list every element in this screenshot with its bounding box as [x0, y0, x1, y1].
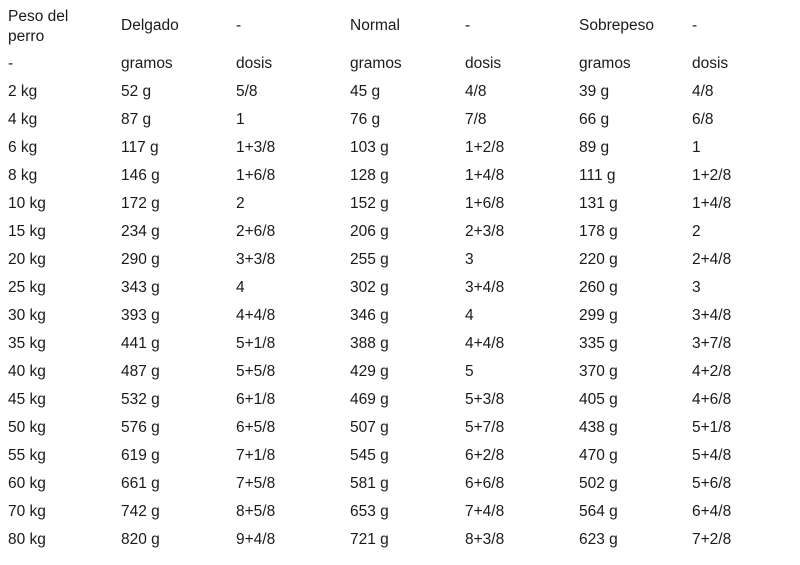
cell-weight: 70 kg	[8, 503, 46, 520]
cell-delgado-dose: 6+5/8	[236, 419, 276, 436]
subheader-cell: dosis	[465, 55, 502, 72]
table-row	[0, 442, 800, 470]
cell-normal-grams: 581 g	[350, 475, 389, 492]
cell-weight: 45 kg	[8, 391, 46, 408]
subheader-cell: -	[8, 55, 14, 72]
cell-sobrepeso-dose: 3+7/8	[692, 335, 732, 352]
cell-normal-dose: 5+3/8	[465, 391, 505, 408]
cell-normal-grams: 721 g	[350, 531, 389, 548]
cell-sobrepeso-grams: 66 g	[579, 111, 610, 128]
cell-sobrepeso-dose: 2+4/8	[692, 251, 732, 268]
cell-weight: 20 kg	[8, 251, 46, 268]
cell-weight: 35 kg	[8, 335, 46, 352]
cell-delgado-dose: 4	[236, 279, 245, 296]
cell-sobrepeso-dose: 1	[692, 139, 701, 156]
cell-normal-dose: 1+2/8	[465, 139, 505, 156]
cell-normal-grams: 388 g	[350, 335, 389, 352]
table-row	[0, 414, 800, 442]
cell-normal-dose: 8+3/8	[465, 531, 505, 548]
table-row	[0, 498, 800, 526]
cell-delgado-grams: 441 g	[121, 335, 160, 352]
cell-delgado-grams: 117 g	[121, 139, 159, 156]
cell-sobrepeso-grams: 220 g	[579, 251, 618, 268]
cell-sobrepeso-dose: 5+1/8	[692, 419, 732, 436]
header-dog-weight: Peso del perro	[8, 8, 69, 45]
subheader-cell: dosis	[236, 55, 273, 72]
cell-sobrepeso-grams: 178 g	[579, 223, 618, 240]
cell-delgado-dose: 2	[236, 195, 245, 212]
cell-sobrepeso-grams: 405 g	[579, 391, 618, 408]
cell-sobrepeso-dose: 4+2/8	[692, 363, 732, 380]
cell-normal-dose: 6+6/8	[465, 475, 505, 492]
cell-delgado-dose: 8+5/8	[236, 503, 276, 520]
table-row	[0, 218, 800, 246]
cell-delgado-dose: 5+1/8	[236, 335, 276, 352]
cell-normal-grams: 103 g	[350, 139, 389, 156]
table-row	[0, 302, 800, 330]
cell-sobrepeso-dose: 5+4/8	[692, 447, 732, 464]
cell-weight: 60 kg	[8, 475, 46, 492]
cell-weight: 10 kg	[8, 195, 46, 212]
cell-delgado-grams: 619 g	[121, 447, 160, 464]
cell-delgado-grams: 234 g	[121, 223, 160, 240]
cell-sobrepeso-dose: 1+4/8	[692, 195, 732, 212]
cell-normal-dose: 4	[465, 307, 474, 324]
cell-delgado-grams: 820 g	[121, 531, 160, 548]
cell-sobrepeso-dose: 3	[692, 279, 701, 296]
cell-delgado-dose: 7+1/8	[236, 447, 276, 464]
cell-delgado-grams: 172 g	[121, 195, 160, 212]
cell-normal-dose: 5	[465, 363, 474, 380]
cell-weight: 4 kg	[8, 111, 38, 128]
cell-delgado-grams: 661 g	[121, 475, 160, 492]
cell-sobrepeso-grams: 502 g	[579, 475, 618, 492]
cell-normal-dose: 3	[465, 251, 474, 268]
cell-normal-dose: 6+2/8	[465, 447, 505, 464]
cell-sobrepeso-grams: 39 g	[579, 83, 610, 100]
table-row	[0, 78, 800, 106]
cell-sobrepeso-dose: 5+6/8	[692, 475, 732, 492]
header-dash: -	[465, 17, 471, 34]
cell-weight: 80 kg	[8, 531, 46, 548]
cell-delgado-dose: 2+6/8	[236, 223, 276, 240]
cell-weight: 50 kg	[8, 419, 46, 436]
cell-normal-grams: 545 g	[350, 447, 389, 464]
cell-normal-dose: 4/8	[465, 83, 487, 100]
cell-delgado-grams: 290 g	[121, 251, 160, 268]
table-row	[0, 190, 800, 218]
header-dash: -	[236, 17, 242, 34]
cell-delgado-dose: 1	[236, 111, 245, 128]
cell-delgado-dose: 5/8	[236, 83, 258, 100]
table-body	[0, 78, 800, 554]
cell-normal-dose: 5+7/8	[465, 419, 505, 436]
cell-weight: 30 kg	[8, 307, 46, 324]
cell-delgado-dose: 9+4/8	[236, 531, 276, 548]
cell-normal-grams: 206 g	[350, 223, 389, 240]
cell-weight: 6 kg	[8, 139, 38, 156]
header-sobrepeso: Sobrepeso	[579, 17, 654, 34]
cell-normal-grams: 653 g	[350, 503, 389, 520]
cell-sobrepeso-grams: 564 g	[579, 503, 618, 520]
cell-normal-grams: 152 g	[350, 195, 389, 212]
header-dash: -	[692, 17, 698, 34]
table-row	[0, 386, 800, 414]
cell-delgado-grams: 532 g	[121, 391, 160, 408]
cell-sobrepeso-grams: 131 g	[579, 195, 618, 212]
table-row	[0, 134, 800, 162]
cell-sobrepeso-dose: 6/8	[692, 111, 714, 128]
cell-delgado-grams: 52 g	[121, 83, 152, 100]
cell-sobrepeso-grams: 299 g	[579, 307, 618, 324]
cell-sobrepeso-grams: 89 g	[579, 139, 610, 156]
cell-normal-grams: 469 g	[350, 391, 389, 408]
cell-weight: 25 kg	[8, 279, 46, 296]
cell-sobrepeso-dose: 2	[692, 223, 701, 240]
cell-sobrepeso-dose: 7+2/8	[692, 531, 732, 548]
cell-sobrepeso-dose: 3+4/8	[692, 307, 732, 324]
cell-sobrepeso-grams: 623 g	[579, 531, 618, 548]
subheader-cell: dosis	[692, 55, 729, 72]
header-normal: Normal	[350, 17, 400, 34]
table-header-row	[0, 0, 800, 50]
table-row	[0, 526, 800, 554]
table-row	[0, 246, 800, 274]
cell-delgado-grams: 742 g	[121, 503, 160, 520]
cell-delgado-dose: 3+3/8	[236, 251, 276, 268]
cell-weight: 55 kg	[8, 447, 46, 464]
subheader-cell: gramos	[350, 55, 402, 72]
cell-normal-dose: 4+4/8	[465, 335, 505, 352]
subheader-cell: gramos	[579, 55, 631, 72]
cell-normal-dose: 7/8	[465, 111, 487, 128]
cell-sobrepeso-grams: 438 g	[579, 419, 618, 436]
cell-normal-grams: 346 g	[350, 307, 389, 324]
cell-weight: 8 kg	[8, 167, 38, 184]
table-row	[0, 106, 800, 134]
table-row	[0, 358, 800, 386]
cell-normal-grams: 76 g	[350, 111, 381, 128]
cell-normal-grams: 255 g	[350, 251, 389, 268]
table-row	[0, 274, 800, 302]
cell-sobrepeso-dose: 4/8	[692, 83, 714, 100]
table-row	[0, 470, 800, 498]
cell-delgado-dose: 4+4/8	[236, 307, 276, 324]
cell-delgado-dose: 1+6/8	[236, 167, 276, 184]
cell-weight: 2 kg	[8, 83, 38, 100]
cell-normal-grams: 302 g	[350, 279, 389, 296]
cell-normal-grams: 45 g	[350, 83, 381, 100]
table-subheader-row	[0, 50, 800, 78]
cell-normal-dose: 2+3/8	[465, 223, 505, 240]
cell-sobrepeso-grams: 370 g	[579, 363, 618, 380]
cell-normal-grams: 128 g	[350, 167, 389, 184]
cell-normal-grams: 507 g	[350, 419, 389, 436]
cell-delgado-grams: 343 g	[121, 279, 160, 296]
cell-delgado-grams: 576 g	[121, 419, 160, 436]
cell-sobrepeso-dose: 6+4/8	[692, 503, 732, 520]
subheader-cell: gramos	[121, 55, 173, 72]
header-delgado: Delgado	[121, 17, 179, 34]
cell-weight: 15 kg	[8, 223, 46, 240]
cell-delgado-grams: 487 g	[121, 363, 160, 380]
cell-sobrepeso-dose: 4+6/8	[692, 391, 732, 408]
table-row	[0, 330, 800, 358]
cell-delgado-dose: 5+5/8	[236, 363, 276, 380]
cell-weight: 40 kg	[8, 363, 46, 380]
cell-normal-grams: 429 g	[350, 363, 389, 380]
cell-delgado-dose: 6+1/8	[236, 391, 276, 408]
cell-normal-dose: 1+6/8	[465, 195, 505, 212]
cell-delgado-dose: 7+5/8	[236, 475, 276, 492]
cell-sobrepeso-grams: 111 g	[579, 167, 616, 184]
cell-sobrepeso-grams: 260 g	[579, 279, 618, 296]
cell-sobrepeso-grams: 335 g	[579, 335, 618, 352]
cell-sobrepeso-dose: 1+2/8	[692, 167, 732, 184]
cell-delgado-grams: 393 g	[121, 307, 160, 324]
cell-delgado-dose: 1+3/8	[236, 139, 276, 156]
cell-delgado-grams: 87 g	[121, 111, 152, 128]
table-row	[0, 162, 800, 190]
cell-normal-dose: 7+4/8	[465, 503, 505, 520]
cell-delgado-grams: 146 g	[121, 167, 160, 184]
cell-normal-dose: 3+4/8	[465, 279, 505, 296]
cell-sobrepeso-grams: 470 g	[579, 447, 618, 464]
cell-normal-dose: 1+4/8	[465, 167, 505, 184]
